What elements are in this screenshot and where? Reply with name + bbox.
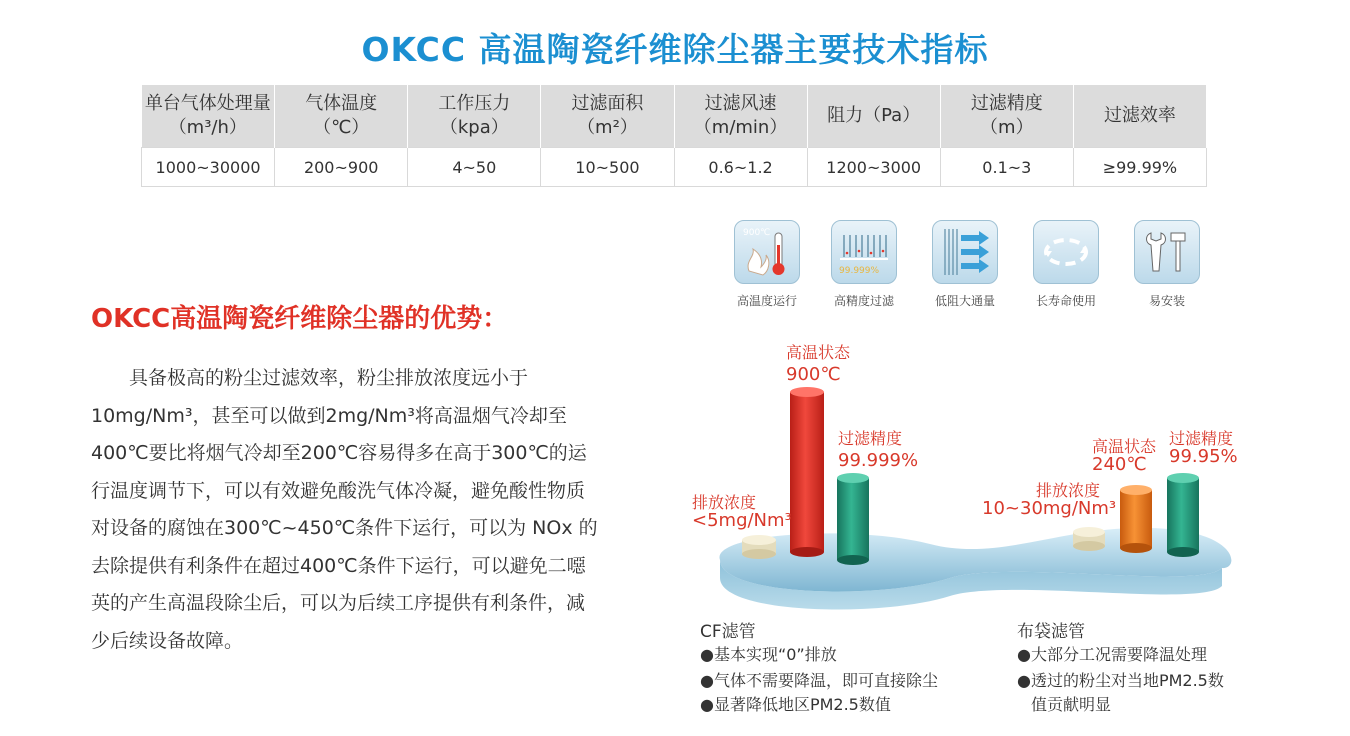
bag-bullet: ●大部分工况需要降温处理 bbox=[1017, 645, 1207, 664]
spec-cell: 1000~30000 bbox=[142, 148, 275, 187]
spec-cell: 0.1~3 bbox=[940, 148, 1073, 187]
cf-emission-label: 排放浓度 bbox=[692, 493, 757, 512]
spec-header: 气体温度 （℃） bbox=[275, 85, 408, 148]
bag-temp-cylinder bbox=[1120, 485, 1152, 553]
spec-header: 过滤风速 （m/min） bbox=[674, 85, 807, 148]
feature-icons bbox=[726, 220, 1206, 320]
cf-emission-disc bbox=[742, 535, 776, 559]
advantages-paragraph: 具备极高的粉尘过滤效率，粉尘排放浓度远小于10mg/Nm³，甚至可以做到2mg/Nm³将高温烟气冷却至400℃要比将烟气冷却至200℃容易得多在高于300℃的运行温度调节下，可以有效避免酸洗气体冷凝，避免酸性物质对设备的腐蚀在300℃~450℃条件下运行，可以为 NOx 的去除提供有利条件在超过400℃条件下运行，可以避免二噁英的产生高温段除尘后，可以为后续工序提供有利条件，减少后续设备故障。 bbox=[91, 367, 598, 652]
spec-header: 工作压力 （kpa） bbox=[408, 85, 541, 148]
feature-label: 易安装 bbox=[1148, 294, 1185, 308]
feature-label: 高精度过滤 bbox=[833, 294, 894, 308]
spec-cell: 10~500 bbox=[541, 148, 674, 187]
bag-emission-value: 10~30mg/Nm³ bbox=[982, 498, 1117, 519]
bag-bullet: ●透过的粉尘对当地PM2.5数 bbox=[1017, 671, 1224, 690]
spec-header: 过滤效率 bbox=[1073, 85, 1206, 148]
feature-label: 高温度运行 bbox=[736, 294, 797, 308]
comparison-graphic bbox=[680, 338, 1240, 620]
svg-text:99.999%: 99.999% bbox=[839, 266, 880, 276]
spec-header-row bbox=[142, 85, 1207, 148]
bag-precision-label: 过滤精度 bbox=[1169, 429, 1234, 448]
feature-easy-install bbox=[1117, 220, 1217, 309]
spec-table bbox=[141, 85, 1207, 187]
tools-icon bbox=[1134, 220, 1200, 284]
spec-header: 阻力（Pa） bbox=[807, 85, 940, 148]
bag-bullet: 值贡献明显 bbox=[1031, 695, 1112, 714]
spec-cell: 4~50 bbox=[408, 148, 541, 187]
cf-precision-value: 99.999% bbox=[838, 450, 919, 471]
cf-bullet: ●显著降低地区PM2.5数值 bbox=[700, 695, 891, 714]
cf-bullet: ●气体不需要降温，即可直接除尘 bbox=[700, 671, 938, 690]
bag-emission-label: 排放浓度 bbox=[1036, 481, 1101, 500]
feature-label: 长寿命使用 bbox=[1035, 294, 1096, 308]
feature-low-resistance bbox=[915, 220, 1015, 309]
bag-temp-label: 高温状态 bbox=[1092, 437, 1157, 456]
page-title: OKCC 高温陶瓷纤维除尘器主要技术指标 bbox=[361, 30, 989, 69]
spec-cell: ≥99.99% bbox=[1073, 148, 1206, 187]
feature-label: 低阻大通量 bbox=[934, 294, 995, 308]
feature-high-temp bbox=[717, 220, 817, 309]
cycle-arrows-icon bbox=[1033, 220, 1099, 284]
spec-header: 过滤面积 （m²） bbox=[541, 85, 674, 148]
cf-temp-label: 高温状态 bbox=[786, 343, 851, 362]
spec-header: 单台气体处理量 （m³/h） bbox=[142, 85, 275, 148]
bag-caption: 布袋滤管 bbox=[1017, 622, 1085, 642]
feature-long-life bbox=[1016, 220, 1116, 309]
comparison-diagram bbox=[680, 338, 1240, 620]
bag-precision-cylinder bbox=[1167, 473, 1199, 557]
cf-caption: CF滤管 bbox=[700, 622, 756, 642]
cf-emission-value: <5mg/Nm³ bbox=[692, 510, 792, 531]
spec-cell: 200~900 bbox=[275, 148, 408, 187]
cf-temp-cylinder bbox=[790, 387, 824, 557]
bag-temp-value: 240℃ bbox=[1092, 454, 1147, 475]
spec-header: 过滤精度 （m） bbox=[940, 85, 1073, 148]
advantages-text bbox=[91, 360, 603, 660]
advantages-title: OKCC高温陶瓷纤维除尘器的优势： bbox=[91, 304, 509, 334]
spec-cell: 1200~3000 bbox=[807, 148, 940, 187]
svg-text:900℃: 900℃ bbox=[743, 228, 771, 238]
spec-cell: 0.6~1.2 bbox=[674, 148, 807, 187]
spec-value-row bbox=[142, 148, 1207, 187]
thermometer-icon bbox=[734, 220, 800, 284]
cf-precision-label: 过滤精度 bbox=[838, 429, 903, 448]
bag-emission-disc bbox=[1073, 527, 1105, 551]
filter-precision-icon bbox=[831, 220, 897, 284]
bag-precision-value: 99.95% bbox=[1169, 446, 1238, 467]
feature-high-precision bbox=[814, 220, 914, 309]
cf-temp-value: 900℃ bbox=[786, 364, 841, 385]
cf-precision-cylinder bbox=[837, 473, 869, 565]
airflow-arrows-icon bbox=[932, 220, 998, 284]
cf-bullet: ●基本实现“0”排放 bbox=[700, 645, 837, 664]
